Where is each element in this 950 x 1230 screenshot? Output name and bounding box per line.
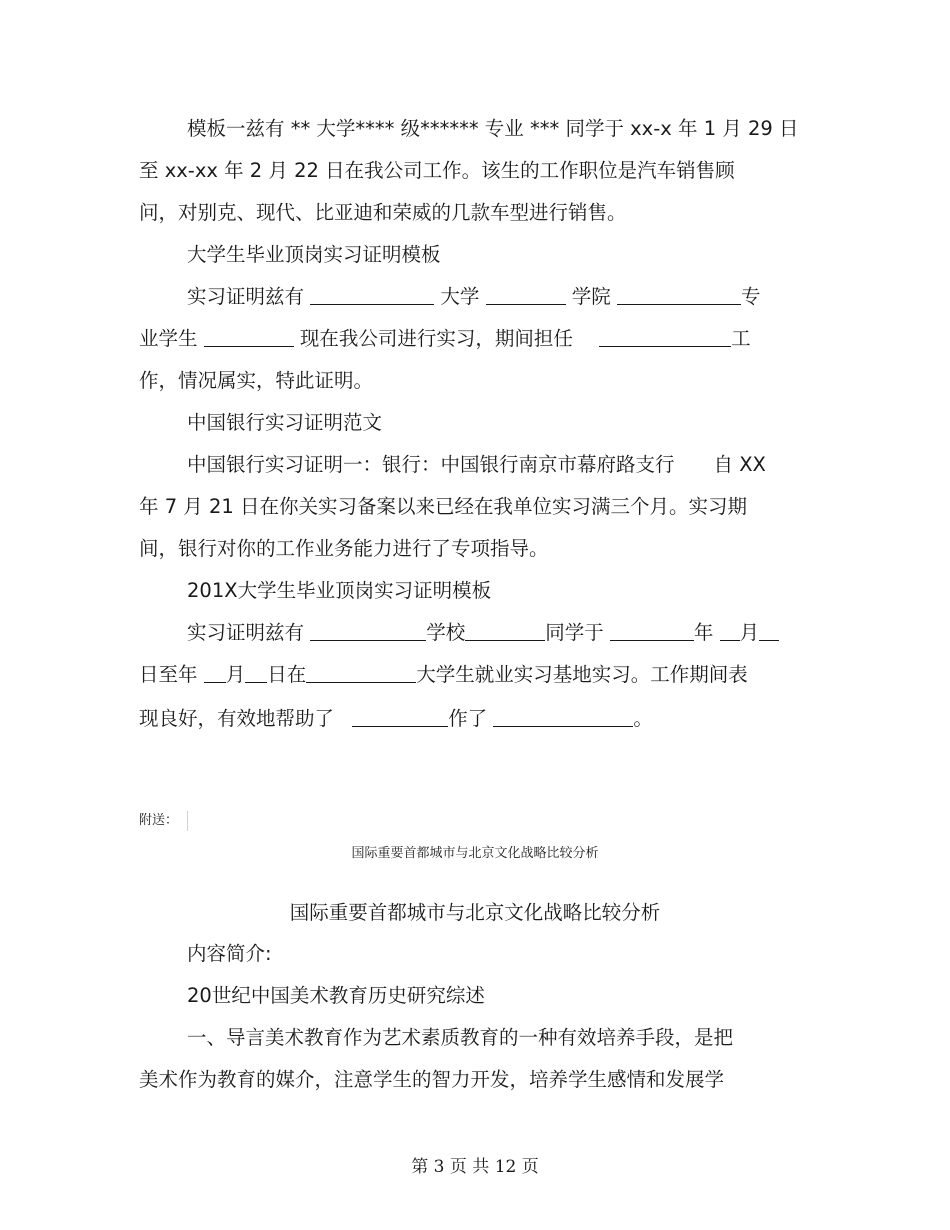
form-line xyxy=(187,619,779,647)
text: 作了 xyxy=(448,707,494,730)
text: 业学生 xyxy=(139,327,204,350)
paragraph-line: 作，情况属实，特此证明。 xyxy=(139,369,374,392)
form-line xyxy=(139,661,748,689)
text: 现良好，有效地帮助了 xyxy=(139,707,341,730)
section-heading: 201X大学生毕业顶岗实习证明模板 xyxy=(187,579,492,602)
text: 现在我公司进行实习，期间担任 xyxy=(293,327,580,350)
text: 日至年 xyxy=(139,663,204,686)
section-heading: 20世纪中国美术教育历史研究综述 xyxy=(187,984,485,1007)
form-line xyxy=(139,705,653,733)
fill-blank xyxy=(245,663,267,683)
page-footer: 第 3 页 共 12 页 xyxy=(411,1157,539,1177)
text: 学校 xyxy=(426,621,466,644)
paragraph-line: 问，对别克、现代、比亚迪和荣威的几款车型进行销售。 xyxy=(139,201,627,224)
paragraph-line: 至 xx-xx 年 2 月 22 日在我公司工作。该生的工作职位是汽车销售顾 xyxy=(139,159,735,182)
fill-blank xyxy=(352,707,448,727)
text: 年 xyxy=(693,621,720,644)
text: 工 xyxy=(731,327,751,350)
text: 月 xyxy=(225,663,246,686)
fill-blank xyxy=(617,285,741,305)
text: 大学 xyxy=(434,285,486,308)
text: 实习证明兹有 xyxy=(187,285,311,308)
intro-label: 内容简介: xyxy=(187,942,272,965)
fill-blank xyxy=(759,621,779,641)
paragraph-line: 一、导言美术教育作为艺术素质教育的一种有效培养手段，是把 xyxy=(187,1026,734,1049)
divider xyxy=(187,811,188,831)
attachment-small-title: 国际重要首都城市与北京文化战略比较分析 xyxy=(351,846,599,861)
fill-blank xyxy=(306,663,416,683)
text: 学院 xyxy=(565,285,618,308)
text: 同学于 xyxy=(545,621,610,644)
text: 日在 xyxy=(267,663,307,686)
form-line xyxy=(139,325,751,353)
paragraph-line: 美术作为教育的媒介，注意学生的智力开发，培养学生感情和发展学 xyxy=(139,1068,725,1091)
form-line xyxy=(187,283,761,311)
text: 实习证明兹有 xyxy=(187,621,311,644)
text: 大学生就业实习基地实习。工作期间表 xyxy=(416,663,748,686)
fill-blank xyxy=(599,327,731,347)
fill-blank xyxy=(493,707,633,727)
fill-blank xyxy=(486,285,566,305)
document-title: 国际重要首都城市与北京文化战略比较分析 xyxy=(289,901,661,924)
paragraph-line: 间，银行对你的工作业务能力进行了专项指导。 xyxy=(139,537,549,560)
fill-blank xyxy=(204,663,226,683)
text: 。 xyxy=(633,707,653,730)
fill-blank xyxy=(310,285,434,305)
section-heading: 中国银行实习证明范文 xyxy=(187,411,383,434)
fill-blank xyxy=(610,621,694,641)
fill-blank xyxy=(310,621,426,641)
fill-blank xyxy=(720,621,740,641)
fill-blank xyxy=(204,327,294,347)
fill-blank xyxy=(465,621,545,641)
paragraph-line: 模板一兹有 ** 大学**** 级****** 专业 *** 同学于 xx-x 年 1 月 29 日 xyxy=(187,117,799,140)
text: 专 xyxy=(741,285,761,308)
text: 月 xyxy=(739,621,760,644)
paragraph-line: 年 7 月 21 日在你关实习备案以来已经在我单位实习满三个月。实习期 xyxy=(139,495,748,518)
attachment-label: 附送： xyxy=(139,813,179,828)
section-heading: 大学生毕业顶岗实习证明模板 xyxy=(187,243,441,266)
paragraph-line: 中国银行实习证明一：银行：中国银行南京市幕府路支行 自 XX xyxy=(187,453,766,476)
